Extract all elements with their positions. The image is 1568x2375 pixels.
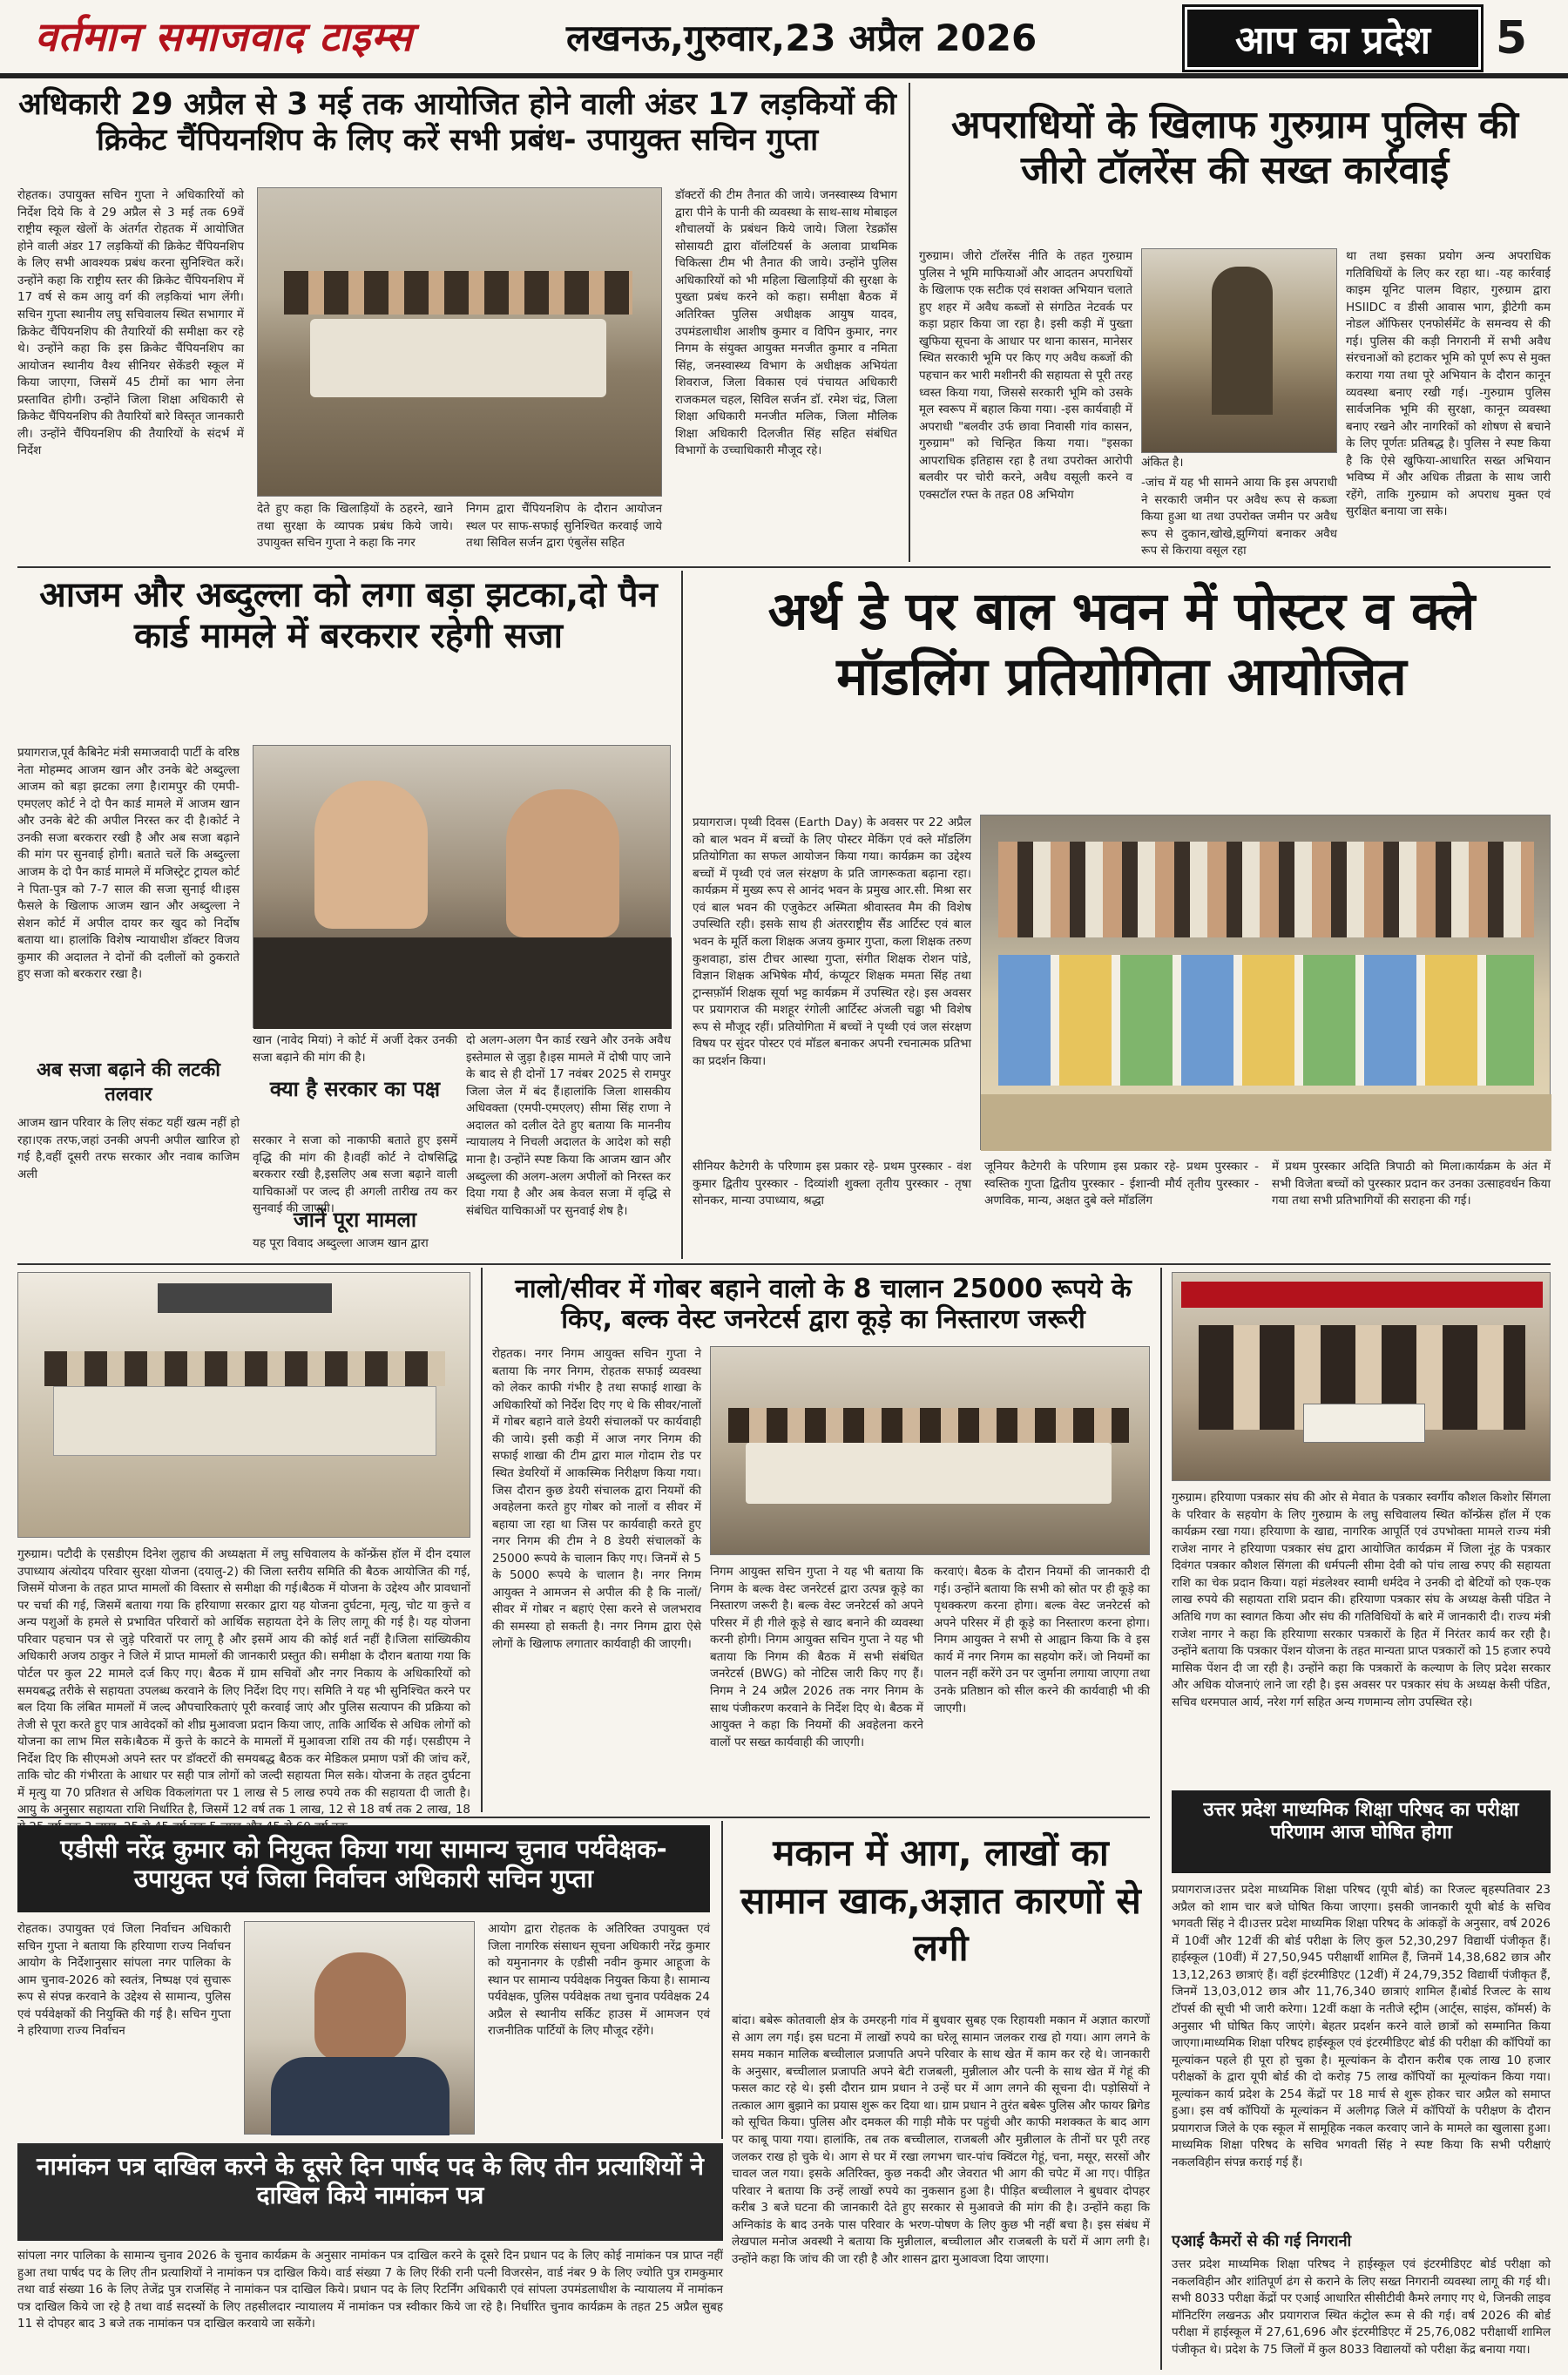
a3-col2c: यह पूरा विवाद अब्दुल्ला आजम खान द्वारा bbox=[253, 1236, 429, 1250]
section-rule bbox=[17, 1263, 1551, 1265]
a3-col1b: आजम खान परिवार के लिए संकट यहीं खत्म नहीं हो रहा।एक तरफ,जहां उनकी अपनी अपील खारिज हो गई है,वहीं दूसरी तरफ सरकार और नवाब काजिम अली bbox=[17, 1116, 240, 1181]
a8-headline-box bbox=[1172, 1790, 1551, 1873]
officer-face bbox=[314, 1952, 406, 2061]
a1-col1: रोहतक। उपायुक्त सचिन गुप्ता ने अधिकारियों को निर्देश दिये कि वे 29 अप्रैल से 3 मई तक 69वें राष्ट्रीय स्कूल खेलों के अंतर्गत रोहतक में आयोजित होने वाली अंडर 17 लड़कियों की क्रिकेट चैंपियनशिप के लिए सभी आवश्यक प्रबंध करना सुनिश्चित करें। उन्होंने कहा कि राष्ट्रीय स्तर की क्रिकेट चैंपियनशिप में 17 वर्ष से कम आयु वर्ग की लड़कियां भाग लेंगी। सचिन गुप्ता स्थानीय लघु सचिवालय स्थित सभागार में क्रिकेट चैंपियनशिप की तैयारियों की समीक्षा कर रहे थे। उन्होंने कहा कि इस क्रिकेट चैंपियनशिप का आयोजन स्थानीय वैश्य सीनियर सेकेंडरी स्कूल में किया जाएगा, जिसमें 45 टीमों का भाग लेना प्रस्तावित होगी। उन्होंने जिला शिक्षा अधिकारी से क्रिकेट चैंपियनशिप की तैयारियों बारे विस्तृत जानकारी ली। उन्होंने चैंपियनशिप की तैयारियों के संदर्भ में निर्देश bbox=[17, 188, 244, 458]
a8-headline: उत्तर प्रदेश माध्यमिक शिक्षा परिषद का परीक्षा परिणाम आज घोषित होगा bbox=[1203, 1799, 1519, 1844]
a6-headline: नालो/सीवर में गोबर बहाने वालो के 8 चालान 25000 रूपये के किए, बल्क वेस्ट जनरेटर्स द्वारा कूड़े का निस्तारण जरूरी bbox=[515, 1274, 1132, 1336]
a8-body: प्रयागराज।उत्तर प्रदेश माध्यमिक शिक्षा परिषद (यूपी बोर्ड) का रिजल्ट बृहस्पतिवार 23 अप्रैल को शाम चार बजे घोषित किया जाएगा। इसकी जानकारी यूपी बोर्ड के सचिव भगवती सिंह ने दी।उत्तर प्रदेश माध्यमिक शिक्षा परिषद के आंकड़ों के अनुसार, वर्ष 2026 में 10वीं और 12वीं की बोर्ड परीक्षा के लिए कुल 52,30,297 विद्यार्थी पंजीकृत हैं। हाईस्कूल (10वीं) में 27,50,945 परीक्षार्थी शामिल हैं, जिनमें 14,38,682 छात्र और 13,12,263 छात्राएं हैं। वहीं इंटरमीडिएट (12वीं) में 24,79,352 विद्यार्थी पंजीकृत हैं, जिनमें 13,03,012 छात्र और 11,76,340 छात्राएं शामिल हैं।बोर्ड रिजल्ट के साथ टॉपर्स की सूची भी जारी करेगा। 12वीं कक्षा के नतीजे स्ट्रीम (आर्ट्स, साइंस, कॉमर्स) के अनुसार भी घोषित किए जाएंगे। बेहतर प्रदर्शन करने वाले छात्रों को सम्मानित किया जाएगा।माध्यमिक शिक्षा परिषद हाईस्कूल एवं इंटरमीडिएट बोर्ड की परीक्षा की कॉपियों का मूल्यांकन पहले ही पूरा हो चुका है। मूल्यांकन के दौरान करीब एक लाख 10 हजार परीक्षकों के द्वारा यूपी बोर्ड की दो करोड़ 75 लाख कॉपियों का मूल्यांकन किया गया। मूल्यांकन कार्य प्रदेश के 254 केंद्रों पर 18 मार्च से शुरू होकर चार अप्रैल को समाप्त हुआ। इस वर्ष कॉपियों के मूल्यांकन में अलीगढ़ जिले में कॉपियों के परीक्षण के दौरान प्रयागराज जिले के एक स्कूल में सामूहिक नकल करवाए जाने के मामले का खुलासा हुआ। माध्यमिक शिक्षा परिषद के सचिव भगवती सिंह ने स्पष्ट किया कि सभी परीक्षाएं नकलविहीन संपन्न कराई गई हैं। bbox=[1172, 1883, 1551, 2169]
person-2 bbox=[506, 789, 619, 937]
a3-headline: आजम और अब्दुल्ला को लगा बड़ा झटका,दो पैन कार्ड मामले में बरकरार रहेगी सजा bbox=[39, 575, 658, 657]
people-row bbox=[284, 271, 632, 315]
section-rule bbox=[17, 1817, 1150, 1818]
a3-court-photo bbox=[253, 745, 671, 1028]
a9-col1: रोहतक। उपायुक्त एवं जिला निर्वाचन अधिकारी सचिन गुप्ता ने बताया कि हरियाणा राज्य निर्वाचन आयोग के निर्देशानुसार सांपला नगर पालिका के आम चुनाव-2026 को स्वतंत्र, निष्पक्ष एवं सुचारू रूप से संपन्न करवाने के उद्देश्य से सामान्य, पुलिस एवं पर्यवेक्षकों की नियुक्ति की गई है। सचिन गुप्ता ने हरियाणा राज्य निर्वाचन bbox=[17, 1922, 231, 2039]
a3-under-photo: खान (नावेद मियां) ने कोर्ट में अर्जी देकर उनकी सजा बढ़ाने की मांग की है। bbox=[253, 1033, 457, 1065]
posters-held bbox=[998, 955, 1534, 1086]
a7-caption: गुरुग्राम। हरियाणा पत्रकार संघ की ओर से मेवात के पत्रकार स्वर्गीय कौशल किशोर सिंगला के परिवार के सहयोग के लिए गुरुग्राम के लघु सचिवालय स्थित कॉन्फ्रेंस हॉल में एक कार्यक्रम रखा गया। हरियाणा के खाद्य, नागरिक आपूर्ति एवं उपभोक्ता मामले राज्य मंत्री राजेश नागर ने हरियाणा पत्रकार संघ द्वारा आयोजित कार्यक्रम में जिला नूंह के पत्रकार दिवंगत पत्रकार कौशल सिंगला की धर्मपत्नी सीमा देवी को पांच लाख रुपए की सहायता राशि का चेक प्रदान किया। यहां मंडलेश्वर स्वामी धर्मदेव ने उनकी दो बेटियों को एक-एक लाख रुपये की सहायता राशि प्रदान की। हरियाणा पत्रकार संघ के अध्यक्ष केसी पंडित ने अतिथि गण का स्वागत किया और संघ की गतिविधियों के बारे में जानकारी दी। राज्य मंत्री राजेश नागर ने कहा कि हरियाणा सरकार पत्रकारों के हित में निरंतर कार्य कर रही है। उन्होंने बताया कि पत्रकार पेंशन योजना के तहत मान्यता प्राप्त पत्रकारों को 15 हजार रुपये मासिक पेंशन दी जा रही है। उन्होंने कहा कि पत्रकारों के कल्याण के लिए प्रदेश सरकार और अधिक योजनाएं लाने जा रही है। इस अवसर पर पत्रकार संघ के अध्यक्ष केसी पंडित, सचिव धरमपाल आर्य, नरेश गर्ग सहित अन्य गणमान्य लोग उपस्थित रहे। bbox=[1172, 1491, 1551, 1709]
a11-body: बांदा। बबेरू कोतवाली क्षेत्र के उमरहनी गांव में बुधवार सुबह एक रिहायशी मकान में अज्ञात कारणों से आग लग गई। इस घटना में लाखों रुपये का घरेलू सामान जलकर राख हो गया। आग लगने के समय मकान मालिक बच्चीलाल प्रजापति अपने परिवार के साथ खेत में काम कर रहे थे। जानकारी के अनुसार, बच्चीलाल प्रजापति अपने बेटी राजबली, मुन्नीलाल और पत्नी के साथ खेत में गेहूं की फसल काट रहे थे। इसी दौरान ग्राम प्रधान ने उन्हें घर में आग लगने की सूचना दी। पड़ोसियों ने तत्काल आग बुझाने का प्रयास शुरू कर दिया था। ग्राम प्रधान ने तुरंत बबेरू पुलिस और फायर ब्रिगेड को सूचित किया। पुलिस और दमकल की गाड़ी मौके पर पहुंची और काफी मशक्कत के बाद आग पर काबू पाया गया। हालांकि, तब तक बच्चीलाल, राजबली और मुन्नीलाल के तीनों घर पूरी तरह जलकर राख हो चुके थे। आग से घर में रखा लगभग चार-पांच क्विंटल गेहूं, चना, मसूर, सरसों और चावल जल गया। इसके अतिरिक्त, कुछ नकदी और जेवरात भी आग की चपेट में आ गए। पीड़ित परिवार ने बताया कि उन्हें लाखों रुपये का नुकसान हुआ है। पीड़ित बच्चीलाल ने बुधवार दोपहर करीब 3 बजे घटना की जानकारी देते हुए सरकार से मुआवजे की मांग की है। उन्होंने कहा कि अग्निकांड के बाद उनके पास परिवार के भरण-पोषण के लिए कुछ भी नहीं बचा है। इस संबंध में लेखपाल मनोज अवस्थी ने बताया कि मुन्नीलाल, बच्चीलाल और राजबली के घरों में आग लगी है। उन्होंने कहा कि जांच की जा रही है और शासन द्वारा मुआवजा दिया जाएगा। bbox=[732, 2013, 1150, 2266]
tree-shape bbox=[1212, 267, 1273, 415]
conference-table bbox=[746, 1443, 1112, 1504]
a2-col2b: -जांच में यह भी सामने आया कि इस अपराधी ने सरकारी जमीन पर अवैध रूप से कब्जा किया हुआ था तथा उपरोक्त जमीन पर अवैध रूप से दुकान,खोखे,झुग्गियां बनाकर अवैध रूप से किराया वसूल रहा bbox=[1141, 476, 1337, 558]
a2-photo-caption: अंकित है। bbox=[1141, 456, 1184, 470]
a3-subhead-1: अब सजा बढ़ाने की लटकी तलवार bbox=[37, 1059, 220, 1106]
a5-caption: गुरुग्राम। पटौदी के एसडीएम दिनेश लुहाच की अध्यक्षता में लघु सचिवालय के कॉन्फ्रेंस हॉल में दीन दयाल उपाध्याय अंत्योदय परिवार सुरक्षा योजना (दयालु-2) की जिला स्तरीय समिति की बैठक आयोजित की गई, जिसमें योजना के तहत प्राप्त मामलों की विस्तार से समीक्षा की गई।बैठक में योजना के उद्देश्य और प्रावधानों पर चर्चा की गई, जिसमें बताया गया कि हरियाणा सरकार द्वारा यह योजना दुर्घटना, मृत्यु, चोट या कुत्ते व अन्य पशुओं के हमले से प्रभावित परिवारों को आर्थिक सहायता देने के लिए लागू की गई है। यह योजना परिवार पहचान पत्र से जुड़े परिवारों पर लागू है और इसमें आय की कोई शर्त नहीं है।जिला सांख्यिकीय अधिकारी अजय ठाकुर ने जिले में प्राप्त मामलों की जानकारी प्रस्तुत की। समीक्षा के दौरान बताया गया कि पोर्टल पर कुल 22 मामले दर्ज किए गए। बैठक में ग्राम सचिवों और नगर निकाय के अधिकारियों को समयबद्ध तरीके से सहायता उपलब्ध करवाने के लिए निर्देश दिए गए। समिति ने यह भी सुनिश्चित करने पर बल दिया कि लंबित मामलों में जल्द औपचारिकताएं पूरी करवाई जाएं और पुलिस सत्यापन की प्रक्रिया को तेजी से पूरा करते हुए पात्र आवेदकों को शीघ्र मुआवजा प्रदान किया जाए, ताकि आर्थिक से अधिक लोगों को योजना का लाभ मिल सके।बैठक में कुत्ते के काटने के मामलों में मुआवजा राशि तय की गई। एसडीएम ने निर्देश दिए कि सीएमओ अपने स्तर पर डॉक्टरों की समयबद्ध बैठक कर मेडिकल प्रमाण पत्रों की जांच करें, ताकि चोट की गंभीरता के आधार पर सही पात्र लोगों को जल्दी सहायता मिल सके। योजना के तहत दुर्घटना में मृत्यु या 70 प्रतिशत से अधिक विकलांगता पर 1 लाख से 5 लाख रुपये तक की सहायता दी जाती है। आयु के अनुसार सहायता राशि निर्धारित है, जिसमें 12 वर्ष तक 1 लाख, 12 से 18 वर्ष तक 2 लाख, 18 bbox=[17, 1547, 470, 1817]
a4-headline: अर्थ डे पर बाल भवन में पोस्टर व क्ले मॉडलिंग प्रतियोगिता आयोजित bbox=[767, 581, 1476, 707]
a9-officer-photo bbox=[244, 1921, 475, 2135]
a2-demolition-photo bbox=[1141, 248, 1337, 453]
a8-subhead: एआई कैमरों से की गई निगरानी bbox=[1172, 2232, 1352, 2250]
a9-headline-box bbox=[17, 1825, 710, 1912]
a3-col3: दो अलग-अलग पैन कार्ड रखने और उनके अवैध इस्तेमाल से जुड़ा है।इस मामले में दोषी पाए जाने के बाद से ही दोनों 17 नवंबर 2025 से रामपुर जिला जेल में बंद हैं।हालांकि जिला शासकीय अधिवक्ता (एमपी-एमएलए) सीमा सिंह राणा ने अदालत को दलील देते हुए बताया कि माननीय न्यायालय ने निचली अदालत के आदेश को सही माना है। उन्होंने स्पष्ट किया कि आजम खान और अब्दुल्ला की अलग-अलग अपीलों को निरस्त कर दिया गया है और अब केवल सजा में वृद्धि से संबंधित याचिकाओं पर सुनवाई शेष है। bbox=[466, 1033, 671, 1218]
a2-col1: गुरुग्राम। जीरो टॉलरेंस नीति के तहत गुरुग्राम पुलिस ने भूमि माफियाओं और आदतन अपराधियों के खिलाफ एक सटीक एवं सशक्त अभियान चलाते हुए शहर में अवैध कब्जों से संगठित नेटवर्क पर कड़ा प्रहार किया जा रहा है। इसी कड़ी में पुख्ता खुफिया सूचना के आधार पर थाना कासन, मानेसर स्थित सरकारी भूमि पर किए गए अवैध कब्जों की पहचान कर भारी मशीनरी की सहायता से पूरी तरह ध्वस्त किया गया, जिससे सरकारी भूमि को उसके मूल स्वरूप में बहाल किया गया। -इस कार्यवाही में अपराधी "बलवीर उर्फ छावा निवासी गांव कासन, गुरुग्राम" को चिन्हित किया गया। "इसका आपराधिक इतिहास रहा है तथा उपरोक्त आरोपी बलवीर पर चोरी करने, अवैध वसूली करने व एक्सटॉल रफ्त के तहत 08 अभियोग bbox=[919, 249, 1132, 502]
a4-results-clay: में प्रथम पुरस्कार अदिति त्रिपाठी को मिला।कार्यक्रम के अंत में सभी विजेता बच्चों को पुरस्कार प्रदान कर उनका उत्साहवर्धन किया गया तथा सभी प्रतिभागियों की सराहना की गई। bbox=[1272, 1160, 1551, 1208]
a1-under-photo-a: देते हुए कहा कि खिलाड़ियों के ठहरने, खाने तथा सुरक्षा के व्यापक प्रबंध किये जाये। उपायुक्त सचिन गुप्ता ने कहा कि नगर bbox=[257, 502, 453, 551]
a7-cheque-photo bbox=[1172, 1272, 1551, 1481]
a9-headline: एडीसी नरेंद्र कुमार को नियुक्त किया गया सामान्य चुनाव पर्यवेक्षक-उपायुक्त एवं जिला निर्वाचन अधिकारी सचिन गुप्ता bbox=[60, 1834, 667, 1894]
a11-headline: मकान में आग, लाखों का सामान खाक,अज्ञात कारणों से लगी bbox=[740, 1831, 1141, 1970]
a10-headline-box bbox=[17, 2143, 723, 2241]
people-row bbox=[44, 1351, 445, 1386]
a1-headline: अधिकारी 29 अप्रैल से 3 मई तक आयोजित होने वाली अंडर 17 लड़कियों की क्रिकेट चैंपियनशिप के लिए करें सभी प्रबंध- उपायुक्त सचिन गुप्ता bbox=[18, 87, 896, 159]
page-number: 5 bbox=[1495, 12, 1528, 64]
a9-col3: आयोग द्वारा रोहतक के अतिरिक्त उपायुक्त एवं जिला नागरिक संसाधन सूचना अधिकारी नरेंद्र कुमार को यमुनानगर के एडीसी नवीन कुमार आहूजा के स्थान पर सामान्य पर्यवेक्षक नियुक्त किया है। सामान्य पर्यवेक्षक, पुलिस पर्यवेक्षक तथा चुनाव पर्यवेक्षक 24 अप्रैल से स्थानीय सर्किट हाउस में आमजन एवं राजनीतिक पार्टियों के लिए मौजूद रहेंगे। bbox=[488, 1922, 710, 2039]
a6-col1: रोहतक। नगर निगम आयुक्त सचिन गुप्ता ने बताया कि नगर निगम, रोहतक सफाई व्यवस्था को लेकर काफी गंभीर है तथा सफाई शाखा के अधिकारियों को निर्देश दिए गए थे कि सीवर/नालों में गोबर बहाने वाले डेयरी संचालकों पर कार्यवाही की जाये। इसी कड़ी में आज नगर निगम की सफाई शाखा की टीम द्वारा माल गोदाम रोड पर स्थित डेयरियों में आकस्मिक निरीक्षण किया गया। जिस दौरान कुछ डेयरी संचालक द्वारा नियमों की अवहेलना करते हुए गोबर को नालों व सीवर में बहाया जा रहा था जिस पर कार्यवाही करते हुए नगर निगम की टीम ने 8 डेयरी संचालकों के 25000 रूपये के चालान किए गए। जिनमें से 5 के 5000 रूपये के चालान है। नगर निगम आयुक्त ने आमजन से अपील की है कि नालों/सीवर में गोबर न बहाएं ऐसा करने से जलभराव की समस्या हो सकती है। नगर निगम द्वारा ऐसे लोगों के खिलाफ लगातार कार्यवाही की जाएगी। bbox=[492, 1347, 701, 1651]
a6-meeting-photo bbox=[710, 1346, 1150, 1555]
dateline: लखनऊ,गुरुवार,23 अप्रैल 2026 bbox=[566, 17, 1037, 59]
column-divider bbox=[909, 83, 910, 562]
people-row bbox=[728, 1408, 1129, 1443]
conference-table bbox=[310, 319, 606, 397]
a6-col3: करवाएं। बैठक के दौरान नियमों की जानकारी दी गई। उन्होंने बताया कि सभी को स्रोत पर ही कूड़े का पृथक्करण करना होगा। बल्क वेस्ट जनरेटर्स को अपने परिसर में ही कूड़े का निस्तारण करना होगा। निगम आयुक्त ने सभी से आह्वान किया कि वे इस कार्य में नगर निगम का सहयोग करें। जो नियमों का पालन नहीं करेंगे उन पर जुर्माना लगाया जाएगा तथा उनके प्रतिष्ठान को सील करने की कार्यवाही भी की जाएगी। bbox=[934, 1565, 1150, 1715]
cheque bbox=[1303, 1404, 1425, 1443]
dark-clothing bbox=[253, 937, 672, 1029]
person-1 bbox=[314, 781, 428, 929]
a4-children-photo bbox=[980, 815, 1551, 1150]
a3-subhead-2: क्या है सरकार का पक्ष bbox=[269, 1077, 441, 1101]
section-rule bbox=[17, 566, 1551, 568]
newspaper-logo: वर्तमान समाजवाद टाइम्स bbox=[35, 13, 414, 60]
a5-meeting-photo bbox=[17, 1272, 470, 1538]
a3-col1: प्रयागराज,पूर्व कैबिनेट मंत्री समाजवादी पार्टी के वरिष्ठ नेता मोहम्मद आजम खान और उनके बेटे अब्दुल्ला आजम को बड़ा झटका लगा है।रामपुर की एमपी-एमएलए कोर्ट ने दो पैन कार्ड मामले में आजम खान और उनके बेटे की अपील निरस्त कर दी है।कोर्ट ने उनकी सजा बरकरार रखी है और अब सजा बढ़ाने की मांग पर सुनवाई होगी। बताते चलें कि अब्दुल्ला आजम के दो पैन कार्ड मामले में मजिस्ट्रेट ट्रायल कोर्ट ने पिता-पुत्र को 7-7 साल की सजा सुनाई थी।इस फैसले के खिलाफ आजम खान और अब्दुल्ला ने सेशन कोर्ट में अपील दायर कर खुद को निर्दोष बताया था। हालांकि विशेष न्यायाधीश डॉक्टर विजय कुमार की अदालत ने दोनों की दलीलों को ठुकराते हुए सजा को बरकरार रखा है। bbox=[17, 746, 240, 982]
a1-meeting-photo bbox=[257, 187, 662, 497]
a3-subhead-3: जानें पूरा मामला bbox=[293, 1208, 417, 1232]
a3-col2b: सरकार ने सजा को नाकाफी बताते हुए इसमें वृद्धि की मांग की है।वहीं कोर्ट ने दोषसिद्धि बरकरार रखी है,इसलिए अब सजा बढ़ाने वाली याचिकाओं पर जल्द ही अगली तारीख तय कर सुनवाई की जाएगी। bbox=[253, 1133, 457, 1216]
a10-headline: नामांकन पत्र दाखिल करने के दूसरे दिन पार्षद पद के लिए तीन प्रत्याशियों ने दाखिल किये नामांकन पत्र bbox=[37, 2152, 704, 2210]
section-title: आप का प्रदेश bbox=[1185, 7, 1481, 70]
banner-board bbox=[158, 1283, 332, 1313]
column-divider bbox=[481, 1268, 483, 1812]
stage-banner bbox=[1181, 1282, 1543, 1308]
a1-under-photo-b: निगम द्वारा चैंपियनशिप के दौरान आयोजन स्थल पर साफ-सफाई सुनिश्चित करवाई जाये तथा सिविल सर्जन द्वारा एंबुलेंस सहित bbox=[466, 502, 662, 551]
masthead bbox=[0, 0, 1568, 78]
column-divider bbox=[721, 1821, 723, 2139]
a8-body2: उत्तर प्रदेश माध्यमिक शिक्षा परिषद ने हाईस्कूल एवं इंटरमीडिएट बोर्ड परीक्षा को नकलविहीन और शांतिपूर्ण ढंग से कराने के लिए सख्त निगरानी व्यवस्था लागू की गई थी। सभी 8033 परीक्षा केंद्रों पर एआई आधारित सीसीटीवी कैमरे लगाए गए थे, जिनकी लाइव मॉनिटरिंग लखनऊ और प्रयागराज स्थित कंट्रोल रूम से की गई। वर्ष 2026 की बोर्ड परीक्षा में हाईस्कूल में 27,61,696 और इंटरमीडिएट में 25,76,082 परीक्षार्थी शामिल पंजीकृत थे। प्रदेश के 75 जिलों में कुल 8033 विद्यालयों को परीक्षा केंद्र बनाया गया। bbox=[1172, 2257, 1551, 2357]
a4-results-senior: सीनियर कैटेगरी के परिणाम इस प्रकार रहे- प्रथम पुरस्कार - वंश कुमार द्वितीय पुरस्कार - दिव्यांशी शुक्ला तृतीय पुरस्कार - तृषा सोनकर, मान्या उपाध्याय, श्रद्धा bbox=[693, 1160, 971, 1208]
a4-col1: प्रयागराज। पृथ्वी दिवस (Earth Day) के अवसर पर 22 अप्रैल को बाल भवन में बच्चों के लिए पोस्टर मेकिंग एवं क्ले मॉडलिंग प्रतियोगिता का सफल आयोजन किया गया। कार्यक्रम का उद्देश्य बच्चों में पृथ्वी एवं जल संरक्षण के प्रति जागरूकता बढ़ाना रहा। कार्यक्रम में मुख्य रूप से आनंद भवन के प्रमुख आर.सी. मिश्रा सर एवं बाल भवन की एजुकेटर अस्मिता श्रीवास्तव मैम की विशेष उपस्थिति रही। इसके साथ ही अंतरराष्ट्रीय सैंड आर्टिस्ट एवं बाल भवन के मूर्ति कला शिक्षक अजय कुमार गुप्ता, कला शिक्षक तरुण कुशवाहा, डांस टीचर आस्था गुप्ता, संगीत शिक्षक रोशन पांडे, विज्ञान शिक्षक अभिषेक मौर्य, कंप्यूटर शिक्षक ममता सिंह तथा ट्रान्सफ़ॉर्म शिक्षक सूर्या भट्ट कार्यक्रम में उपस्थित रहे। इस अवसर पर प्रयागराज की मशहूर रंगोली आर्टिस्ट अंजली चढ्ढा भी विशेष रूप से मौजूद रहीं। प्रतियोगिता में बच्चों ने पृथ्वी एवं जल संरक्षण विषय पर सुंदर पोस्टर एवं मॉडल बनाकर अपनी रचनात्मक प्रतिभा का प्रदर्शन किया। bbox=[693, 815, 971, 1068]
conference-table bbox=[53, 1386, 436, 1456]
a2-col3: था तथा इसका प्रयोग अन्य अपराधिक गतिविधियों के लिए कर रहा था। -यह कार्रवाई काइम यूनिट पालम विहार, गुरुग्राम द्वारा HSIIDC व डीसी आवास भाग, ड्रीटेगी कम नोडल ऑफिसर एनफोर्समेंट के समन्वय से की गई। पुलिस की कड़ी निगरानी में सभी अवैध संरचनाओं को हटाकर भूमि को पूर्ण रूप से मुक्त कराया गया तथा पूरे अभियान के दौरान कानून व्यवस्था बनाए रखी गई। -गुरुग्राम पुलिस सार्वजनिक भूमि की सुरक्षा, कानून व्यवस्था बनाए रखने और नागरिकों को शोषण से बचाने के लिए पूर्णतः प्रतिबद्ध है। पुलिस ने स्पष्ट किया है कि ऐसे खुफिया-आधारित सख्त अभियान भविष्य में और अधिक तीव्रता के साथ जारी रहेंगे, ताकि गुरुग्राम को अपराध मुक्त एवं सुरक्षित बनाया जा सके। bbox=[1346, 249, 1551, 519]
a2-headline: अपराधियों के खिलाफ गुरुग्राम पुलिस की जीरो टॉलरेंस की सख्त कार्रवाई bbox=[950, 103, 1519, 193]
officer-suit bbox=[271, 2057, 449, 2135]
children-back-row bbox=[998, 842, 1534, 937]
column-divider bbox=[681, 571, 683, 1259]
floor bbox=[981, 1094, 1551, 1151]
a1-col3: डॉक्टरों की टीम तैनात की जाये। जनस्वास्थ्य विभाग द्वारा पीने के पानी की व्यवस्था के साथ-साथ मोबाइल शौचालयों के प्रबंधन किये जाये। जिला रेडक्रॉस सोसायटी द्वारा वॉलंटियर्स के अलावा प्राथमिक चिकित्सा टीम भी तैनात की जाये। उन्होंने पुलिस अधिकारियों को भी महिला खिलाड़ियों की सुरक्षा के पुख्ता प्रबंध करने को कहा। समीक्षा बैठक में अतिरिक्त पुलिस अधीक्षक आयुष यादव, उपमंडलाधीश आशीष कुमार व विपिन कुमार, नगर निगम के संयुक्त आयुक्त मनजीत कुमार व नमिता सिंह, जनस्वास्थ्य विभाग के अधीक्षक अभियंता शिवराज, जिला विकास एवं पंचायत अधिकारी राजकमल चहल, सिविल सर्जन डॉ. रमेश चंद्र, जिला शिक्षा अधिकारी मनजीत मलिक, जिला मौलिक शिक्षा अधिकारी दिलजीत सिंह सहित संबंधित विभागों के उच्चाधिकारी मौजूद रहे। bbox=[675, 188, 897, 458]
a6-col2: निगम आयुक्त सचिन गुप्ता ने यह भी बताया कि निगम के बल्क वेस्ट जनरेटर्स द्वारा उत्पन्न कूड़े का निस्तारण जरूरी है। बल्क वेस्ट जनरेटर्स को अपने परिसर में ही गीले कूड़े से खाद बनाने की व्यवस्था करनी होगी। निगम आयुक्त सचिन गुप्ता ने यह भी बताया कि निगम की बैठक में सभी संबंधित जनरेटर्स (BWG) को नोटिस जारी किए गए हैं। निगम ने 24 अप्रैल 2026 तक नगर निगम के साथ पंजीकरण करवाने के निर्देश दिए थे। बैठक में आयुक्त ने कहा कि नियमों की अवहेलना करने वालों पर सख्त कार्यवाही की जाएगी। bbox=[710, 1565, 923, 1749]
a4-results-junior: जूनियर कैटेगरी के परिणाम इस प्रकार रहे- प्रथम पुरस्कार - स्वस्तिक गुप्ता द्वितीय पुरस्कार - ईशान्वी मौर्य तृतीय पुरस्कार - अणविक, मान्य, अक्षत दुबे क्ले मॉडलिंग bbox=[984, 1160, 1259, 1208]
a10-body: सांपला नगर पालिका के सामान्य चुनाव 2026 के चुनाव कार्यक्रम के अनुसार नामांकन पत्र दाखिल करने के दूसरे दिन प्रधान पद के लिए कोई नामांकन पत्र प्राप्त नहीं हुआ तथा पार्षद पद के लिए तीन प्रत्याशियों ने नामांकन पत्र दाखिल किये। वार्ड संख्या 7 के लिए रिंकी रानी पत्नी विजरसेन, वार्ड नंबर 9 के लिए ज्योति पुत्र रामकुमार तथा वार्ड संख्या 16 के लिए तेजेंद्र पुत्र राजसिंह ने नामांकन पत्र दाखिल किये। प्रधान पद के लिए रिटर्निंग अधिकारी एवं सांपला उपमंडलाधीश के न्यायालय में नामांकन पत्र दाखिल किये जा रहे है तथा वार्ड सदस्यों के लिए तहसीलदार न्यायालय में नामांकन पत्र स्वीकार किये जा रहे है। निर्धारित चुनाव कार्यक्रम के तहत 25 अप्रैल सुबह 11 से दोपहर बाद 3 बजे तक नामांकन पत्र दाखिल करवाये जा सकेंगे। bbox=[17, 2249, 723, 2331]
column-divider bbox=[1160, 1268, 1162, 2370]
